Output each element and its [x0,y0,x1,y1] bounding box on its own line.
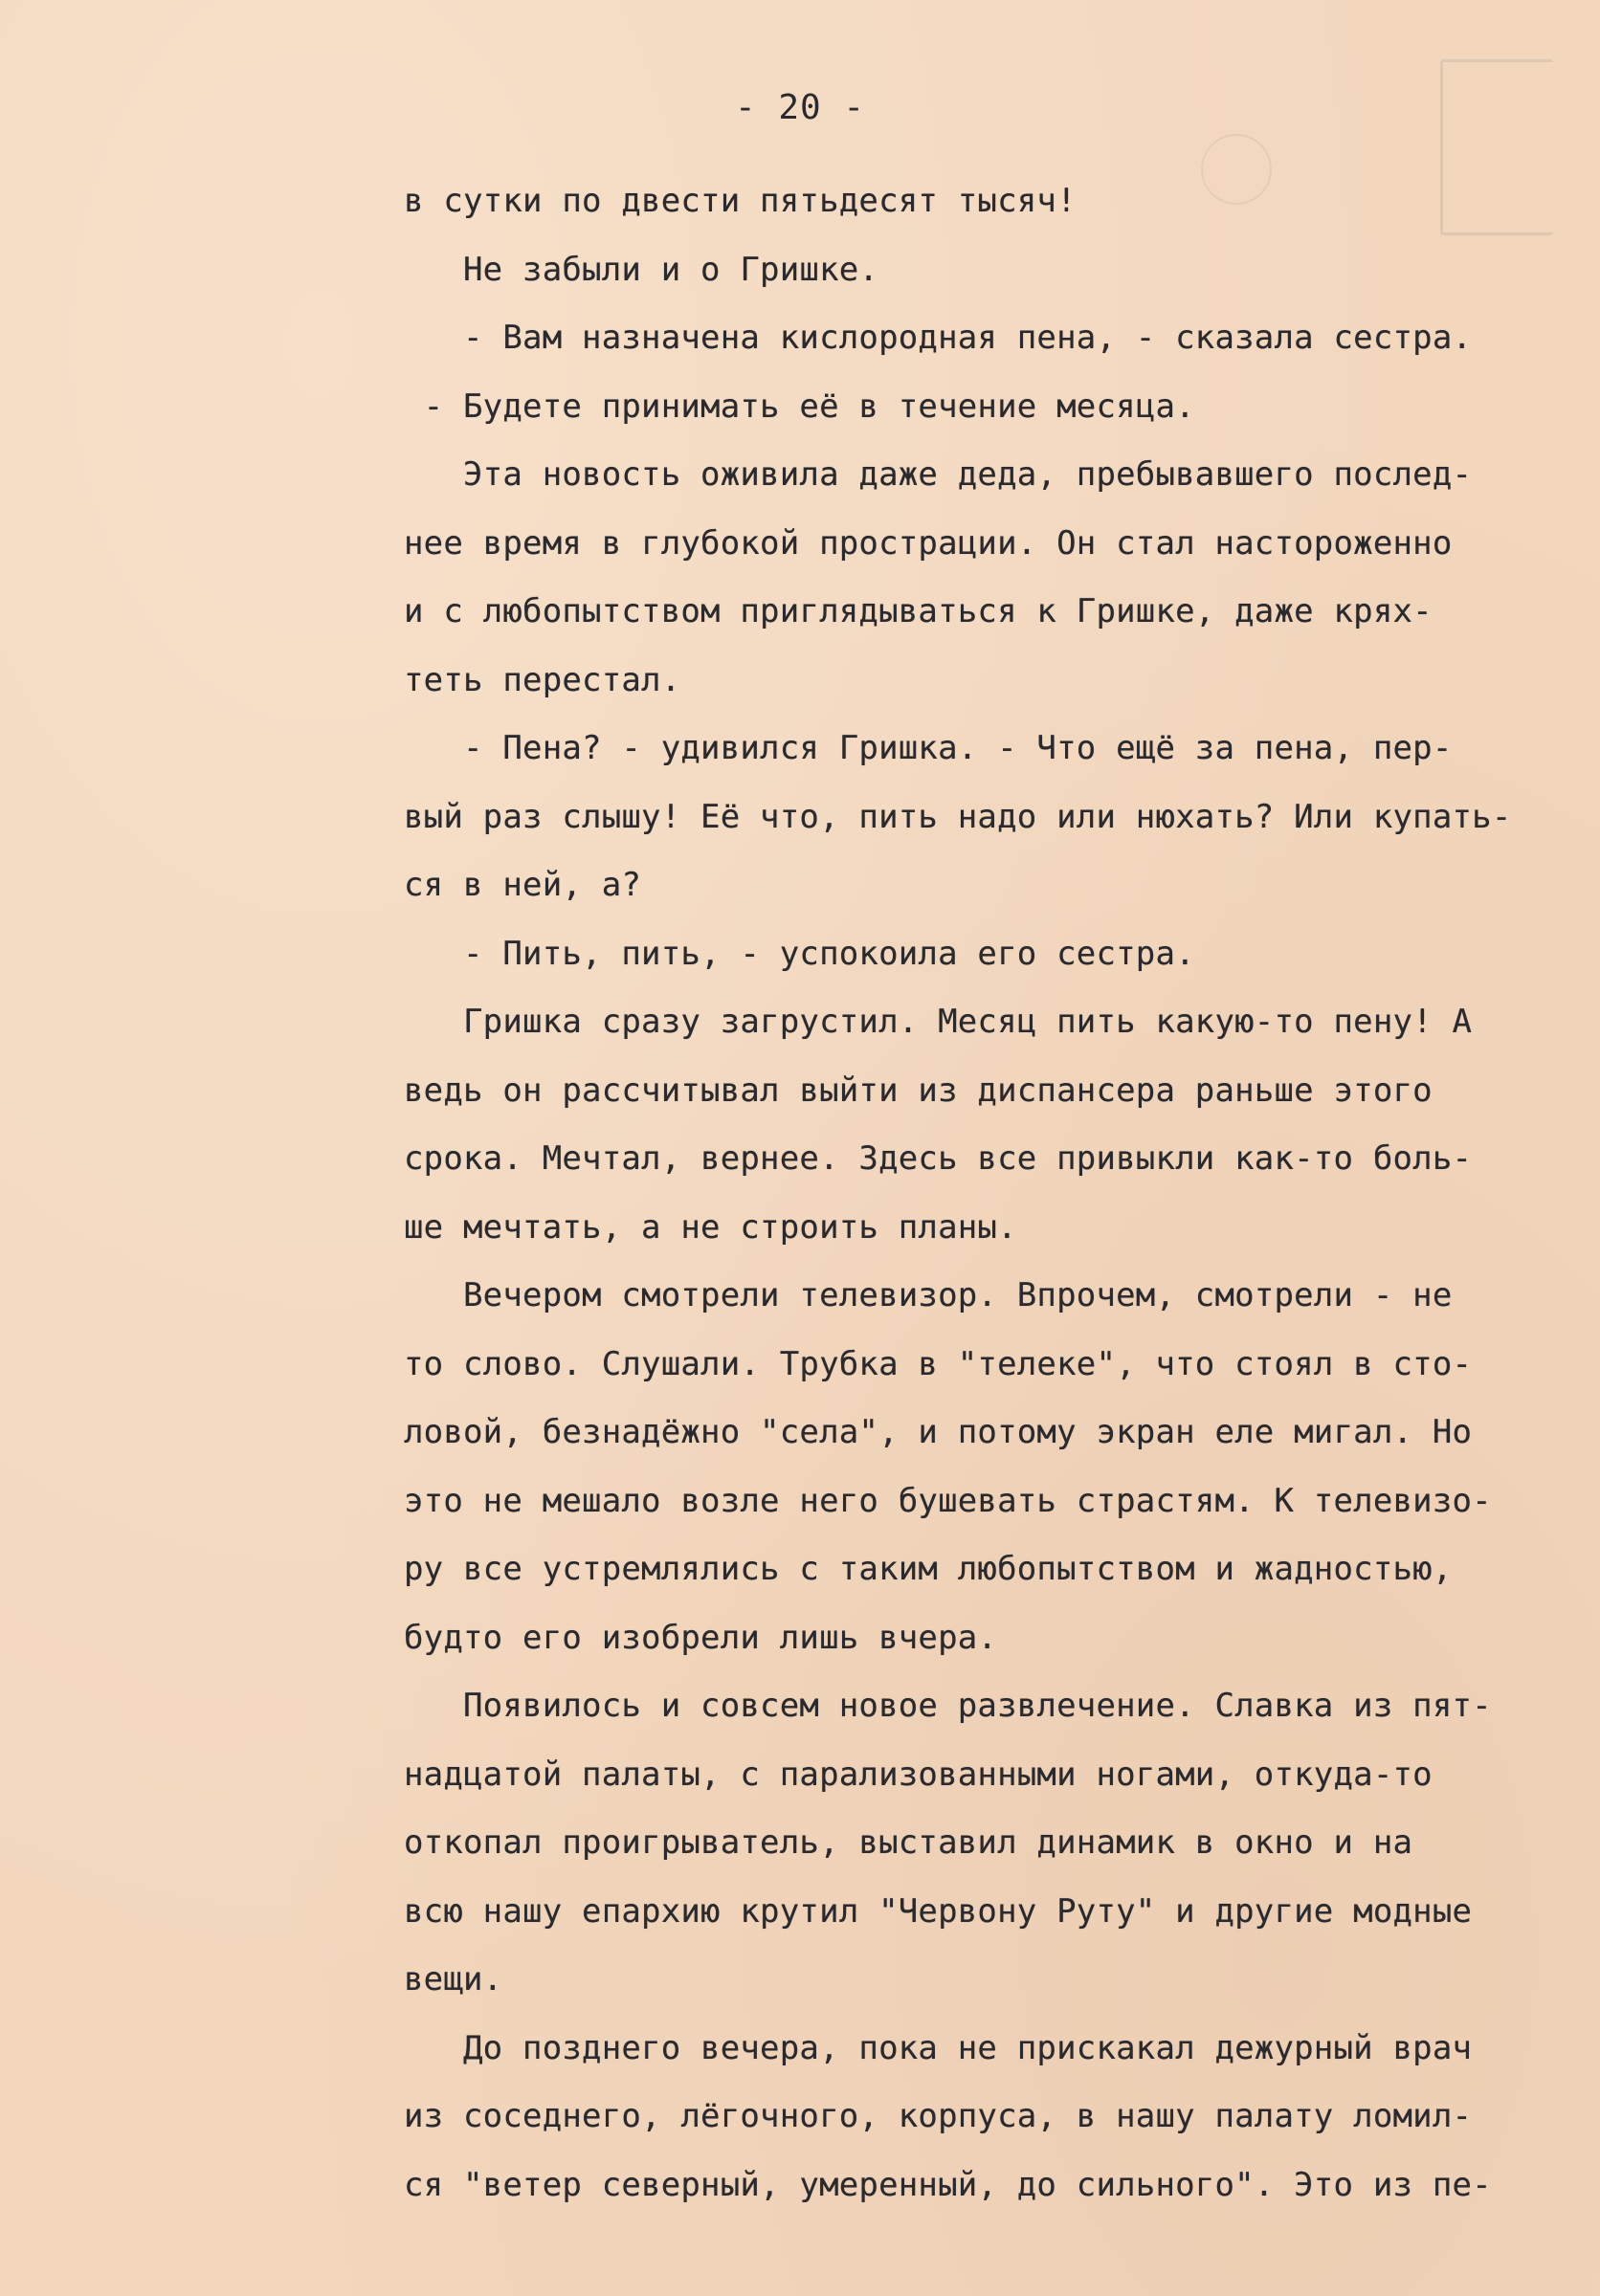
text-line: теть перестал. [404,660,681,699]
text-line: ше мечтать, а не строить планы. [404,1207,1017,1247]
text-line: Эта новость оживила даже деда, пребывавшего послед- [404,455,1473,494]
text-line: из соседнего, лёгочного, корпуса, в нашу палату ломил- [404,2097,1473,2135]
text-line: ловой, безнадёжно "села", и потому экран еле мигал. Но [404,1413,1473,1451]
text-line: - Пить, пить, - успокоила его сестра. [404,934,1195,973]
text-line: и с любопытством приглядываться к Гришке, даже крях- [404,592,1433,630]
text-line: ся в ней, а? [404,866,642,904]
text-line: нее время в глубокой прострации. Он стал настороженно [404,523,1453,563]
text-line: надцатой палаты, с парализованными ногами, откуда-то [404,1755,1433,1794]
text-line: ся "ветер северный, умеренный, до сильного". Это из пе- [404,2165,1492,2204]
text-line: в сутки по двести пятьдесят тысяч! [404,182,1077,220]
text-line: откопал проигрыватель, выставил динамик в окно и на [404,1823,1413,1862]
text-line: срока. Мечтал, вернее. Здесь все привыкли как-то боль- [404,1139,1473,1178]
text-line: то слово. Слушали. Трубка в "телеке", что стоял в сто- [404,1344,1473,1383]
text-line: - Вам назначена кислородная пена, - сказала сестра. [404,319,1473,357]
body-text [404,167,1562,2219]
text-line: это не мешало возле него бушевать страстям. К телевизо- [404,1481,1492,1520]
text-line: вещи. [404,1960,503,1998]
text-line: Не забыли и о Гришке. [404,250,879,289]
page-number: - 20 - [734,88,866,127]
text-line: вый раз слышу! Её что, пить надо или нюхать? Или купать- [404,797,1512,836]
text-line: Гришка сразу загрустил. Месяц пить какую-то пену! А [404,1003,1473,1041]
text-line: будто его изобрели лишь вчера. [404,1618,998,1657]
text-line: - Пена? - удивился Гришка. - Что ещё за пена, пер- [404,729,1453,767]
text-line: ру все устремлялись с таким любопытством и жадностью, [404,1550,1453,1588]
text-line: всю нашу епархию крутил "Червону Руту" и другие модные [404,1891,1473,1931]
text-line: Появилось и совсем новое развлечение. Славка из пят- [404,1687,1492,1725]
text-line: До позднего вечера, пока не прискакал дежурный врач [404,2028,1473,2067]
text-line: Вечером смотрели телевизор. Впрочем, смотрели - не [404,1276,1453,1314]
text-line: ведь он рассчитывал выйти из диспансера раньше этого [404,1071,1433,1110]
text-line: - Будете принимать её в течение месяца. [404,386,1195,426]
